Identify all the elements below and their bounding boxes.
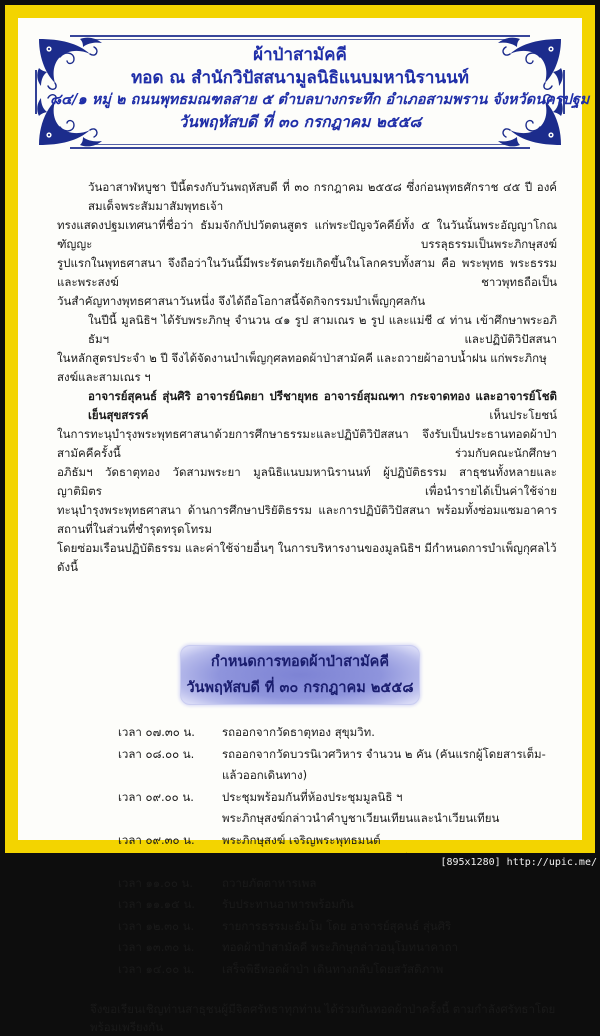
paragraph-line: อภิธัมฯ วัดธาตุทอง วัดสามพระยา มูลนิธิแนบมหานิรานนท์ ผู้ปฏิบัติธรรม สาธุชนทั้งหลายและญาติมิตร เพื่อนำรายได้เป็นค่าใช้จ่าย [57, 465, 557, 498]
activity-line: ประชุมพร้อมกันที่ห้องประชุมมูลนิธิ ฯ [222, 789, 403, 804]
schedule-time: เวลา ๐๗.๓๐ น. [118, 725, 195, 739]
schedule-activity [222, 894, 557, 916]
header-title: ผ้าป่าสามัคคี [253, 45, 347, 65]
schedule-row [57, 722, 557, 744]
paragraph-line: ในหลักสูตรประจำ ๒ ปี จึงได้จัดงานบำเพ็ญกุศลทอดผ้าป่าสามัคคี และถวายผ้าอาบน้ำฝน แก่พระภิกษุสงฆ์และสามเณร ฯ [57, 351, 547, 384]
paragraph-line: ทรงแสดงปฐมเทศนาที่ชื่อว่า ธัมมจักกัปปวัตตนสูตร แก่พระปัญจวัคคีย์ทั้ง ๕ ในวันนั้นพระอัญญาโกณฑัญญะ บรรลุธรรมเป็นพระภิกษุสงฆ์ [57, 218, 557, 251]
header-address: ๘๔/๑ หมู่ ๒ ถนนพุทธมณฑลสาย ๕ ตำบลบางกระทึก อำเภอสามพราน จังหวัดนครปฐม [50, 91, 590, 108]
paragraph-line: โดยซ่อมเรือนปฏิบัติธรรม และค่าใช้จ่ายอื่นๆ ในการบริหารงานของมูลนิธิฯ มีกำหนดการบำเพ็ญกุศลไว้ดังนี้ [57, 541, 557, 574]
schedule-time: เวลา ๐๘.๐๐ น. [118, 746, 195, 761]
activity-line: เสร็จพิธีทอดผ้าป่า เดินทางกลับโดยสวัสดิภาพ [222, 961, 444, 976]
schedule-activity [222, 830, 557, 852]
schedule-row [57, 830, 557, 852]
schedule-activity [222, 959, 557, 981]
schedule-row [57, 916, 557, 938]
header-date: วันพฤหัสบดี ที่ ๓๐ กรกฎาคม ๒๕๕๘ [178, 112, 422, 131]
schedule-activity [222, 787, 557, 830]
schedule-time: เวลา ๐๙.๓๐ น. [118, 832, 195, 847]
schedule-row [57, 959, 557, 981]
activity-line: ทอดผ้าป่าสามัคคี พระภิกษุกล่าวอนุโมทนาคาถา [222, 940, 458, 954]
schedule-time: เวลา ๑๔.๐๐ น. [118, 961, 195, 976]
closing-invitation: จึงขอเรียนเชิญท่านสาธุชนผู้มีจิตศรัทธาทุกท่าน ได้ร่วมกันทอดผ้าป่าครั้งนี้ ตามกำลังศรัทธาโดยพร้อมเพรียงกัน [90, 1002, 556, 1034]
paragraph-line: ในการทะนุบำรุงพระพุทธศาสนาด้วยการศึกษาธรรมะและปฏิบัติวิปัสสนา จึงรับเป็นประธานทอดผ้าป่าสามัคคีครั้งนี้ ร่วมกับคณะนักศึกษา [57, 427, 557, 460]
schedule-row [57, 937, 557, 959]
schedule-time: เวลา ๑๑.๑๕ น. [118, 897, 195, 911]
schedule-time: เวลา ๑๓.๓๐ น. [118, 940, 195, 954]
schedule-row [57, 787, 557, 830]
activity-line: แล้วออกเดินทาง) [222, 768, 308, 782]
document-body [57, 178, 557, 1036]
watermark-text: [895x1280] http://upic.me/ [440, 857, 597, 868]
schedule-row [57, 873, 557, 895]
paragraph-line: รูปแรกในพุทธศาสนา จึงถือว่าในวันนี้มีพระรัตนตรัยเกิดขึ้นในโลกครบทั้งสาม คือ พระพุทธ พระธรรม และพระสงฆ์ ชาวพุทธถือเป็น [57, 256, 557, 289]
schedule-row [57, 744, 557, 787]
schedule-time: เวลา ๑๑.๐๐ น. [118, 875, 194, 890]
schedule-title-box [180, 645, 420, 705]
paragraph-line: วันสำคัญทางพุทธศาสนาวันหนึ่ง จึงได้ถือโอกาสนี้จัดกิจกรรมบำเพ็ญกุศลกัน [57, 294, 426, 308]
activity-line: รถออกจากวัดบวรนิเวศวิหาร จำนวน ๒ คัน (คันแรกผู้โดยสารเต็ม- [222, 746, 546, 761]
watermark-strip [0, 853, 600, 874]
activity-line: พระภิกษุสงฆ์กล่าวนำคำบูชาเวียนเทียนและนำเวียนเทียน [222, 811, 500, 825]
hosts-paragraph [57, 387, 557, 577]
host-names: อาจารย์สุคนธ์ สุ่นศิริ อาจารย์นิตยา ปรีชายุทธ อาจารย์สุมณฑา กระจาดทอง และอาจารย์โชติ เย็นสุขสรรค์ [88, 389, 557, 422]
activity-line: ถวายภัตตาหารเพล [222, 875, 317, 890]
schedule-list [57, 722, 557, 980]
activity-line: รับประทานอาหารพร้อมกัน [222, 897, 354, 911]
schedule-activity [222, 873, 557, 895]
paragraph-line: ในปีนี้ มูลนิธิฯ ได้รับพระภิกษุ จำนวน ๔๑ รูป สามเณร ๒ รูป และแม่ชี ๔ ท่าน เข้าศึกษาพระอภิธัมฯ และปฏิบัติวิปัสสนา [88, 313, 557, 346]
schedule-activity [222, 916, 557, 938]
activity-line: รถออกจากวัดธาตุทอง สุขุมวิท. [222, 725, 375, 739]
participants-paragraph [57, 311, 557, 387]
schedule-time: เวลา ๐๙.๐๐ น. [118, 789, 194, 804]
activity-line: รายการธรรมะธัมโม โดย อาจารย์สุคนธ์ สุ่นศิริ [222, 918, 452, 933]
schedule-time: เวลา ๑๒.๓๐ น. [118, 918, 195, 933]
schedule-date: วันพฤหัสบดี ที่ ๓๐ กรกฎาคม ๒๕๕๘ [186, 680, 414, 696]
header-venue: ทอด ณ สำนักวิปัสสนามูลนิธิแนบมหานิรานนท์ [131, 68, 469, 88]
schedule-activity [222, 722, 557, 744]
schedule-heading: กำหนดการทอดผ้าป่าสามัคคี [210, 654, 390, 670]
intro-paragraph [57, 178, 557, 311]
schedule-row [57, 894, 557, 916]
paragraph-line: ทะนุบำรุงพระพุทธศาสนา ด้านการศึกษาปริยัติธรรม และการปฏิบัติวิปัสสนา พร้อมทั้งซ่อมแซมอาคารสถานที่ในส่วนที่ชำรุดทรุดโทรม [57, 503, 557, 536]
schedule-activity [222, 937, 557, 959]
paragraph-line [57, 387, 557, 425]
schedule-activity [222, 744, 557, 787]
paragraph-line: วันอาสาฬหบูชา ปีนี้ตรงกับวันพฤหัสบดี ที่ ๓๐ กรกฎาคม ๒๕๕๘ ซึ่งก่อนพุทธศักราช ๔๕ ปี องค์สมเด็จพระสัมมาสัมพุทธเจ้า [88, 180, 557, 213]
host-names-continuation: เห็นประโยชน์ [148, 408, 557, 422]
activity-line: พระภิกษุสงฆ์ เจริญพระพุทธมนต์ [222, 832, 381, 847]
header-block [30, 30, 590, 155]
